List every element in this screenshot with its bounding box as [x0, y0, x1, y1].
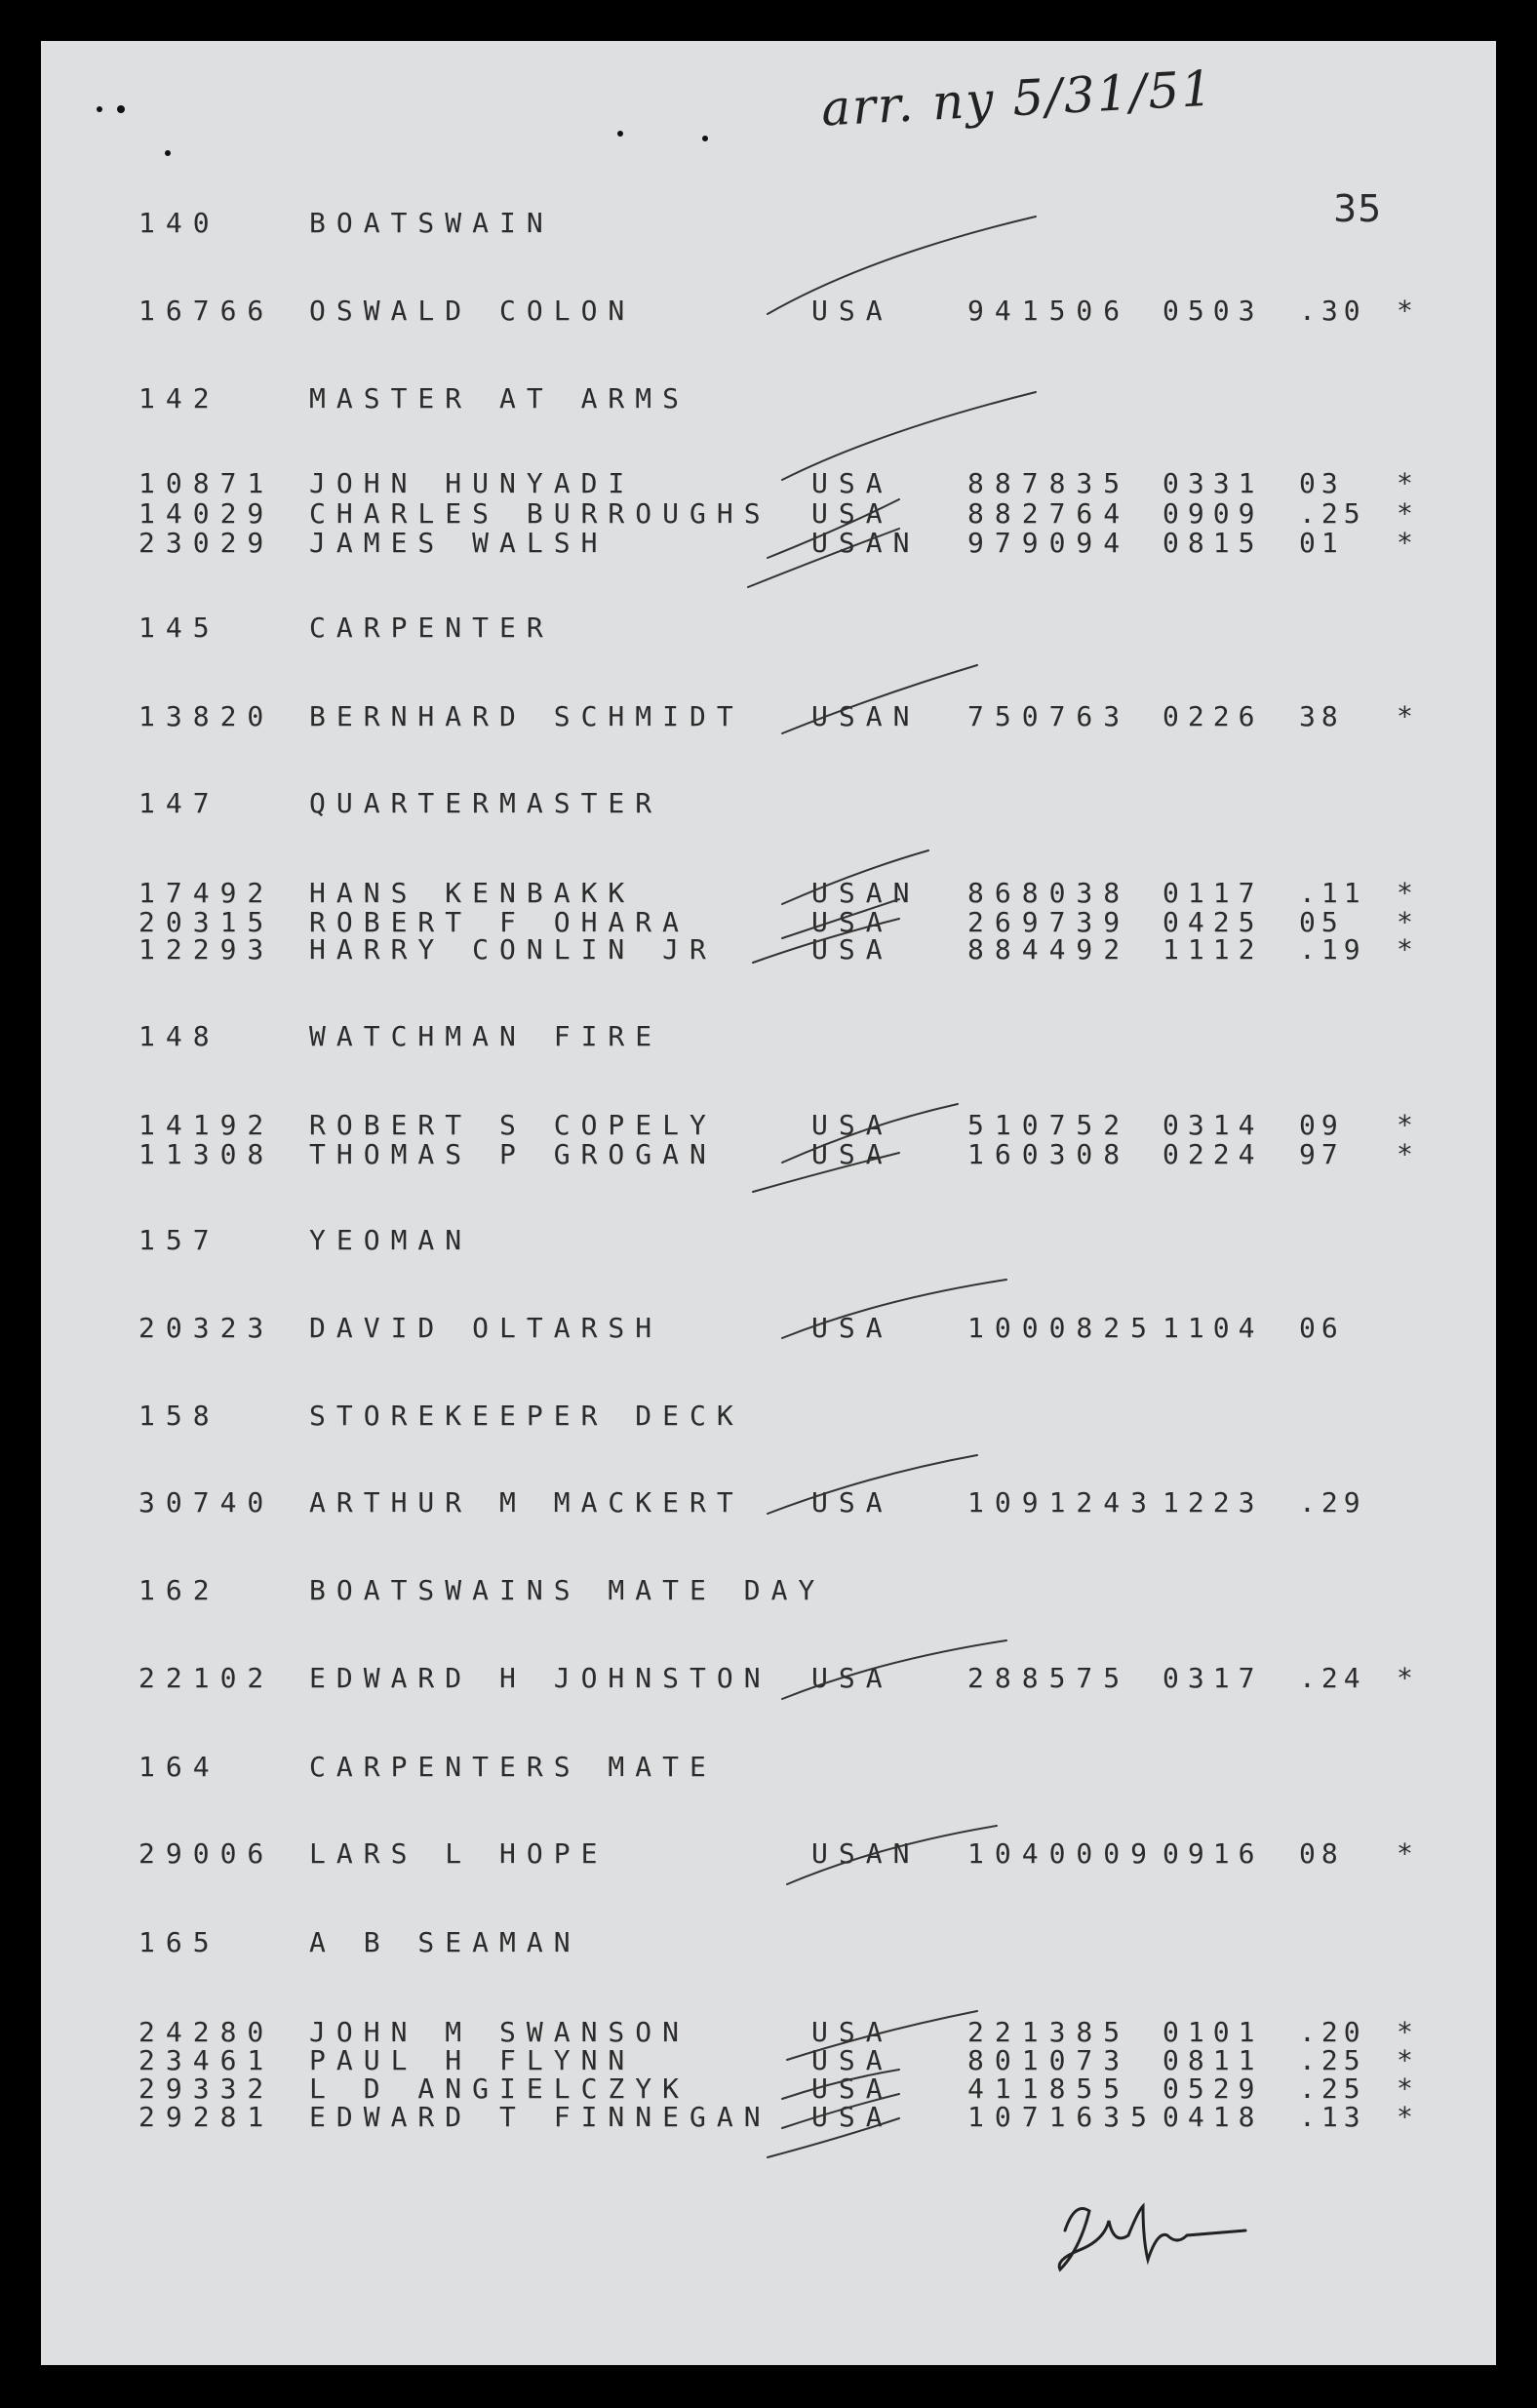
date-code: 1112: [1163, 933, 1264, 966]
check-stroke: [782, 1280, 1006, 1338]
amount: .25: [1299, 497, 1366, 530]
check-stroke: [782, 899, 899, 938]
amount: .11: [1299, 877, 1366, 909]
amount: .19: [1299, 933, 1366, 966]
citizenship: USAN: [811, 700, 921, 732]
serial-number: 884492: [967, 933, 1131, 966]
crew-name: BERNHARD SCHMIDT: [309, 700, 744, 732]
page-number: 35: [1333, 187, 1383, 230]
crew-name: LARS L HOPE: [309, 1837, 609, 1870]
crew-number: 12293: [138, 933, 275, 966]
rating-title: STOREKEEPER DECK: [309, 1400, 744, 1432]
amount: .30: [1299, 295, 1366, 327]
rating-code: 140: [138, 207, 220, 239]
rating-code: 158: [138, 1400, 220, 1432]
citizenship: USA: [811, 2044, 893, 2076]
crew-number: 29281: [138, 2101, 275, 2133]
citizenship: USA: [811, 2101, 893, 2133]
check-stroke: [782, 850, 928, 904]
serial-number: 979094: [967, 527, 1131, 559]
serial-number: 801073: [967, 2044, 1131, 2076]
amount: .20: [1299, 2016, 1366, 2048]
crew-name: CHARLES BURROUGHS: [309, 497, 771, 530]
date-code: 0317: [1163, 1662, 1264, 1694]
date-code: 0117: [1163, 877, 1264, 909]
stray-dots: [97, 105, 708, 156]
citizenship: USA: [811, 1109, 893, 1141]
asterisk-mark: *: [1397, 2072, 1424, 2105]
crew-number: 14192: [138, 1109, 275, 1141]
asterisk-mark: *: [1397, 497, 1424, 530]
crew-name: PAUL H FLYNN: [309, 2044, 636, 2076]
rating-title: WATCHMAN FIRE: [309, 1020, 663, 1052]
handwritten-annotation: arr. ny 5/31/51: [819, 59, 1216, 138]
crew-name: ARTHUR M MACKERT: [309, 1486, 744, 1519]
serial-number: 941506: [967, 295, 1131, 327]
citizenship: USA: [811, 933, 893, 966]
document-page: [41, 41, 1496, 2365]
crew-number: 14029: [138, 497, 275, 530]
serial-number: 411855: [967, 2072, 1131, 2105]
rating-title: MASTER AT ARMS: [309, 382, 690, 414]
crew-name: ROBERT F OHARA: [309, 906, 690, 938]
rating-code: 157: [138, 1224, 220, 1256]
asterisk-mark: *: [1397, 2101, 1424, 2133]
rating-code: 162: [138, 1574, 220, 1606]
crew-number: 24280: [138, 2016, 275, 2048]
rating-title: CARPENTER: [309, 612, 554, 644]
serial-number: 882764: [967, 497, 1131, 530]
citizenship: USA: [811, 467, 893, 499]
citizenship: USAN: [811, 877, 921, 909]
serial-number: 221385: [967, 2016, 1131, 2048]
amount: .25: [1299, 2072, 1366, 2105]
check-stroke: [768, 499, 899, 558]
asterisk-mark: *: [1397, 2044, 1424, 2076]
rating-title: YEOMAN: [309, 1224, 473, 1256]
check-stroke: [782, 1640, 1006, 1699]
crew-number: 29006: [138, 1837, 275, 1870]
crew-number: 20323: [138, 1312, 275, 1344]
asterisk-mark: *: [1397, 527, 1424, 559]
crew-name: THOMAS P GROGAN: [309, 1138, 717, 1170]
rating-code: 145: [138, 612, 220, 644]
date-code: 0101: [1163, 2016, 1264, 2048]
check-stroke: [768, 217, 1036, 314]
rating-code: 148: [138, 1020, 220, 1052]
rating-code: 165: [138, 1926, 220, 1958]
citizenship: USA: [811, 1662, 893, 1694]
rating-code: 147: [138, 787, 220, 819]
date-code: 0529: [1163, 2072, 1264, 2105]
check-stroke: [768, 1455, 977, 1514]
citizenship: USA: [811, 1486, 893, 1519]
asterisk-mark: *: [1397, 1662, 1424, 1694]
crew-number: 23461: [138, 2044, 275, 2076]
crew-name: JOHN HUNYADI: [309, 467, 636, 499]
date-code: 1223: [1163, 1486, 1264, 1519]
crew-name: HARRY CONLIN JR: [309, 933, 717, 966]
signature: [1059, 2206, 1245, 2270]
date-code: 0331: [1163, 467, 1264, 499]
citizenship: USAN: [811, 1837, 921, 1870]
amount: .24: [1299, 1662, 1366, 1694]
crew-number: 22102: [138, 1662, 275, 1694]
amount: 08: [1299, 1837, 1344, 1870]
rating-title: QUARTERMASTER: [309, 787, 663, 819]
check-stroke: [768, 2118, 899, 2157]
amount: 01: [1299, 527, 1344, 559]
amount: .25: [1299, 2044, 1366, 2076]
check-stroke: [782, 392, 1036, 480]
check-stroke: [787, 1826, 997, 1884]
date-code: 0909: [1163, 497, 1264, 530]
crew-name: L D ANGIELCZYK: [309, 2072, 690, 2105]
amount: 03: [1299, 467, 1344, 499]
crew-name: EDWARD T FINNEGAN: [309, 2101, 771, 2133]
asterisk-mark: *: [1397, 877, 1424, 909]
crew-name: OSWALD COLON: [309, 295, 636, 327]
date-code: 0815: [1163, 527, 1264, 559]
asterisk-mark: *: [1397, 2016, 1424, 2048]
citizenship: USA: [811, 2016, 893, 2048]
amount: 38: [1299, 700, 1344, 732]
check-stroke: [782, 1104, 958, 1163]
date-code: 0425: [1163, 906, 1264, 938]
asterisk-mark: *: [1397, 700, 1424, 732]
serial-number: 1071635: [967, 2101, 1159, 2133]
check-stroke: [748, 529, 899, 587]
check-stroke: [782, 2094, 899, 2128]
citizenship: USA: [811, 2072, 893, 2105]
citizenship: USA: [811, 497, 893, 530]
check-stroke: [787, 2011, 977, 2060]
pen-marks-layer: [41, 41, 1496, 2365]
serial-number: 1000825: [967, 1312, 1159, 1344]
asterisk-mark: *: [1397, 906, 1424, 938]
crew-name: JAMES WALSH: [309, 527, 609, 559]
crew-name: ROBERT S COPELY: [309, 1109, 717, 1141]
check-stroke: [782, 2070, 899, 2099]
check-stroke: [782, 665, 977, 733]
amount: .13: [1299, 2101, 1366, 2133]
date-code: 1104: [1163, 1312, 1264, 1344]
citizenship: USA: [811, 906, 893, 938]
serial-number: 510752: [967, 1109, 1131, 1141]
serial-number: 868038: [967, 877, 1131, 909]
check-stroke: [753, 919, 899, 963]
date-code: 0224: [1163, 1138, 1264, 1170]
serial-number: 160308: [967, 1138, 1131, 1170]
crew-number: 16766: [138, 295, 275, 327]
citizenship: USA: [811, 1138, 893, 1170]
rating-code: 142: [138, 382, 220, 414]
serial-number: 269739: [967, 906, 1131, 938]
asterisk-mark: *: [1397, 295, 1424, 327]
asterisk-mark: *: [1397, 467, 1424, 499]
rating-title: BOATSWAIN: [309, 207, 554, 239]
serial-number: 1091243: [967, 1486, 1159, 1519]
crew-number: 30740: [138, 1486, 275, 1519]
crew-name: HANS KENBAKK: [309, 877, 636, 909]
crew-number: 17492: [138, 877, 275, 909]
rating-title: A B SEAMAN: [309, 1926, 581, 1958]
crew-number: 13820: [138, 700, 275, 732]
date-code: 0503: [1163, 295, 1264, 327]
crew-number: 23029: [138, 527, 275, 559]
date-code: 0418: [1163, 2101, 1264, 2133]
crew-number: 29332: [138, 2072, 275, 2105]
crew-number: 10871: [138, 467, 275, 499]
amount: 09: [1299, 1109, 1344, 1141]
rating-title: CARPENTERS MATE: [309, 1751, 717, 1783]
rating-title: BOATSWAINS MATE DAY: [309, 1574, 826, 1606]
rating-code: 164: [138, 1751, 220, 1783]
date-code: 0314: [1163, 1109, 1264, 1141]
asterisk-mark: *: [1397, 933, 1424, 966]
asterisk-mark: *: [1397, 1109, 1424, 1141]
amount: 05: [1299, 906, 1344, 938]
crew-name: JOHN M SWANSON: [309, 2016, 690, 2048]
serial-number: 750763: [967, 700, 1131, 732]
serial-number: 1040009: [967, 1837, 1159, 1870]
asterisk-mark: *: [1397, 1837, 1424, 1870]
citizenship: USAN: [811, 527, 921, 559]
date-code: 0916: [1163, 1837, 1264, 1870]
date-code: 0811: [1163, 2044, 1264, 2076]
amount: .29: [1299, 1486, 1366, 1519]
asterisk-mark: *: [1397, 1138, 1424, 1170]
check-stroke: [753, 1153, 899, 1192]
serial-number: 288575: [967, 1662, 1131, 1694]
crew-number: 20315: [138, 906, 275, 938]
crew-name: DAVID OLTARSH: [309, 1312, 663, 1344]
date-code: 0226: [1163, 700, 1264, 732]
citizenship: USA: [811, 1312, 893, 1344]
citizenship: USA: [811, 295, 893, 327]
serial-number: 887835: [967, 467, 1131, 499]
amount: 06: [1299, 1312, 1344, 1344]
crew-number: 11308: [138, 1138, 275, 1170]
crew-name: EDWARD H JOHNSTON: [309, 1662, 771, 1694]
amount: 97: [1299, 1138, 1344, 1170]
